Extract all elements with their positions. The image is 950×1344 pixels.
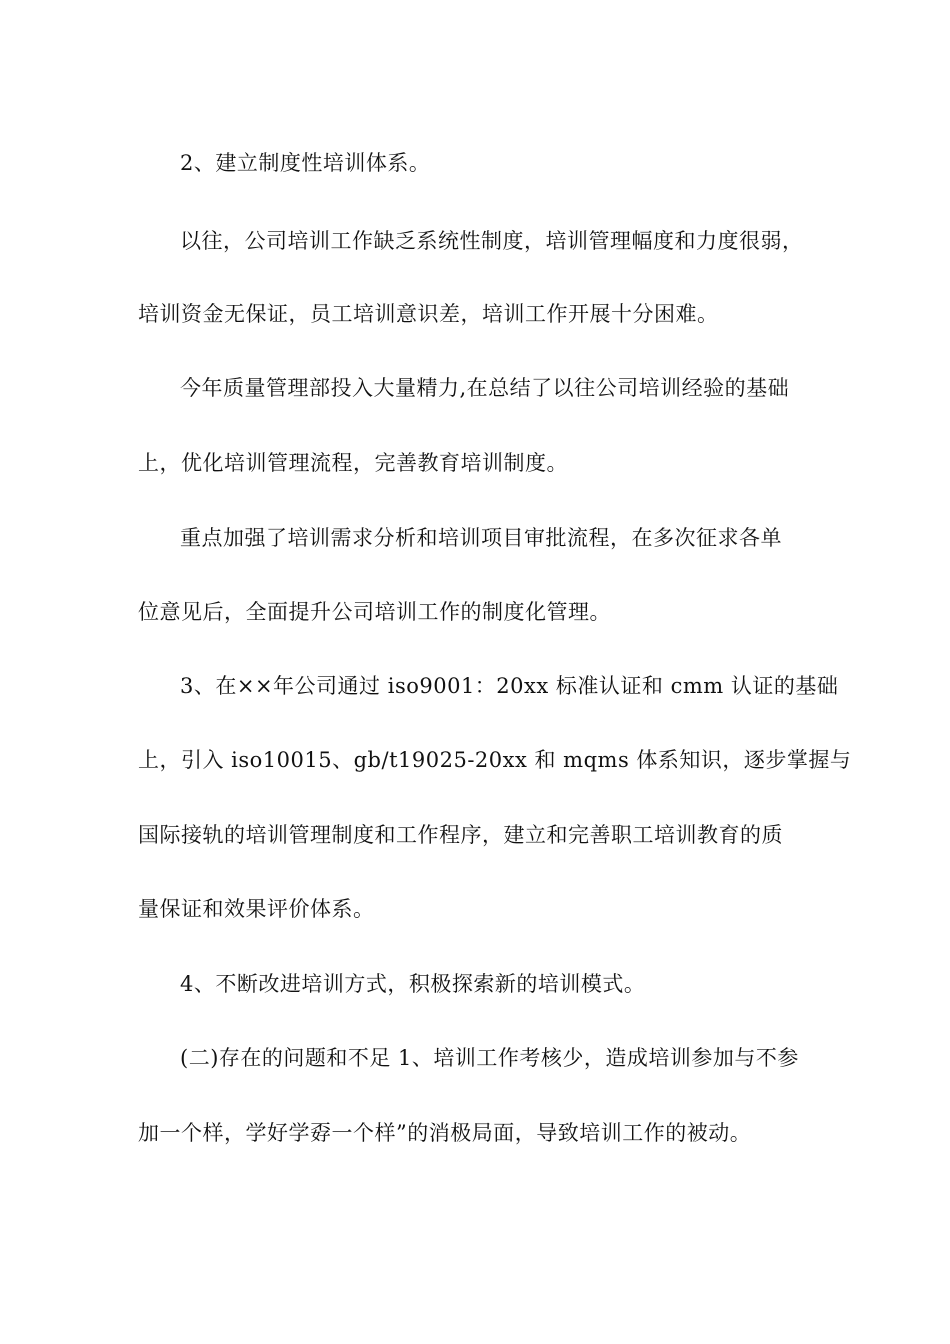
paragraph-line: 今年质量管理部投入大量精力,在总结了以往公司培训经验的基础 (180, 376, 790, 400)
paragraph-line: (二)存在的问题和不足 1、培训工作考核少，造成培训参加与不参 (180, 1046, 799, 1070)
paragraph-line: 培训资金无保证，员工培训意识差，培训工作开展十分困难。 (138, 302, 719, 326)
paragraph-line: 4、不断改进培训方式，积极探索新的培训模式。 (180, 972, 646, 996)
paragraph-line: 3、在××年公司通过 iso9001：20xx 标准认证和 cmm 认证的基础 (180, 674, 839, 698)
paragraph-line: 国际接轨的培训管理制度和工作程序，建立和完善职工培训教育的质 (138, 823, 783, 847)
paragraph-line: 上，优化培训管理流程，完善教育培训制度。 (138, 451, 568, 475)
paragraph-line: 加一个样，学好学孬一个样”的消极局面，导致培训工作的被动。 (138, 1121, 752, 1145)
paragraph-line: 2、建立制度性培训体系。 (180, 151, 431, 175)
paragraph-line: 上，引入 iso10015、gb/t19025-20xx 和 mqms 体系知识，逐步掌握与 (138, 748, 852, 772)
paragraph-line: 重点加强了培训需求分析和培训项目审批流程，在多次征求各单 (180, 526, 782, 550)
paragraph-line: 量保证和效果评价体系。 (138, 897, 375, 921)
paragraph-line: 以往，公司培训工作缺乏系统性制度，培训管理幅度和力度很弱， (180, 229, 804, 253)
paragraph-line: 位意见后，全面提升公司培训工作的制度化管理。 (138, 600, 611, 624)
